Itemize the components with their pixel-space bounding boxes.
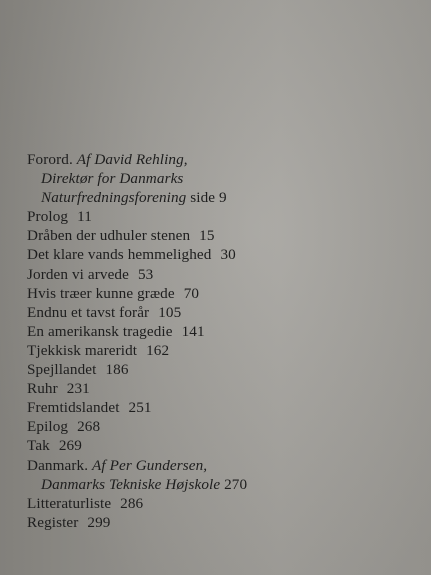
- toc-entry-title: Prolog: [27, 208, 69, 226]
- toc-entry-title: Litteraturliste: [27, 494, 112, 512]
- toc-page-number: 70: [183, 284, 200, 302]
- toc-entry-title: Hvis træer kunne græde: [27, 284, 175, 302]
- toc-entry-title: Tak: [27, 437, 50, 455]
- toc-entry: [27, 245, 417, 264]
- toc-entry-title: Det klare vands hemmelighed: [27, 246, 212, 264]
- toc-entry: [27, 379, 417, 398]
- toc-entry: [27, 513, 417, 532]
- toc-entry-line: [27, 169, 417, 188]
- toc-entry: [27, 226, 417, 245]
- toc-page-number: 162: [146, 341, 170, 359]
- toc-entry-italic-text: Direktør for Danmarks: [41, 170, 184, 188]
- toc-entry-text: Forord.: [27, 151, 77, 168]
- toc-entry-line: [27, 456, 417, 475]
- toc-entry-title: Fremtidslandet: [27, 399, 120, 417]
- toc-page-number: 251: [128, 399, 152, 417]
- toc-entry-title: Ruhr: [27, 380, 58, 398]
- toc-entry-title: Dråben der udhuler stenen: [27, 227, 191, 245]
- toc-page-number: 15: [199, 227, 215, 245]
- toc-entry-italic-text: Danmarks Tekniske Højskole: [41, 475, 221, 493]
- toc-page-number: 231: [66, 380, 90, 398]
- toc-entry-title: Epilog: [27, 418, 69, 436]
- toc-entry-text: 270: [220, 475, 248, 493]
- toc-entry: [27, 341, 417, 360]
- toc-entry-title: Jorden vi arvede: [27, 265, 129, 283]
- toc-entry-text: Danmark.: [27, 456, 93, 474]
- toc-entry: [27, 417, 417, 436]
- toc-entry-title: Register: [27, 513, 79, 531]
- toc-page-number: 299: [87, 513, 111, 531]
- toc-entry-line: [27, 188, 417, 207]
- toc-entry-title: Tjekkisk mareridt: [27, 341, 138, 359]
- toc-page-number: 268: [77, 418, 101, 436]
- toc-entry: [27, 265, 417, 284]
- toc-entry-italic-text: Af David Rehling,: [76, 151, 188, 168]
- toc-page-number: 11: [77, 208, 92, 226]
- toc-entry: [27, 303, 417, 322]
- table-of-contents: [27, 150, 417, 532]
- toc-page-number: 53: [137, 265, 154, 283]
- toc-entry-title: En amerikansk tragedie: [27, 322, 173, 340]
- toc-entry: [27, 494, 417, 513]
- toc-entry-italic-text: Af Per Gundersen,: [92, 456, 208, 474]
- toc-page-number: 186: [105, 361, 129, 379]
- toc-entry: [27, 436, 417, 455]
- toc-page-number: 141: [181, 322, 205, 340]
- toc-entry-text: side 9: [186, 189, 227, 207]
- toc-entry-title: Endnu et tavst forår: [27, 303, 150, 321]
- toc-entry-line: [27, 150, 417, 169]
- toc-page-number: 30: [220, 246, 236, 264]
- toc-entry: [27, 322, 417, 341]
- toc-entry-title: Spejllandet: [27, 361, 97, 379]
- toc-page-number: 286: [120, 494, 144, 512]
- toc-page-number: 105: [158, 303, 182, 321]
- toc-entry-line: [27, 475, 417, 494]
- toc-entry: [27, 207, 417, 226]
- toc-page-number: 269: [58, 437, 82, 455]
- toc-entry: [27, 398, 417, 417]
- toc-entry: [27, 360, 417, 379]
- toc-entry: [27, 284, 417, 303]
- toc-entry-italic-text: Naturfredningsforening: [41, 189, 187, 207]
